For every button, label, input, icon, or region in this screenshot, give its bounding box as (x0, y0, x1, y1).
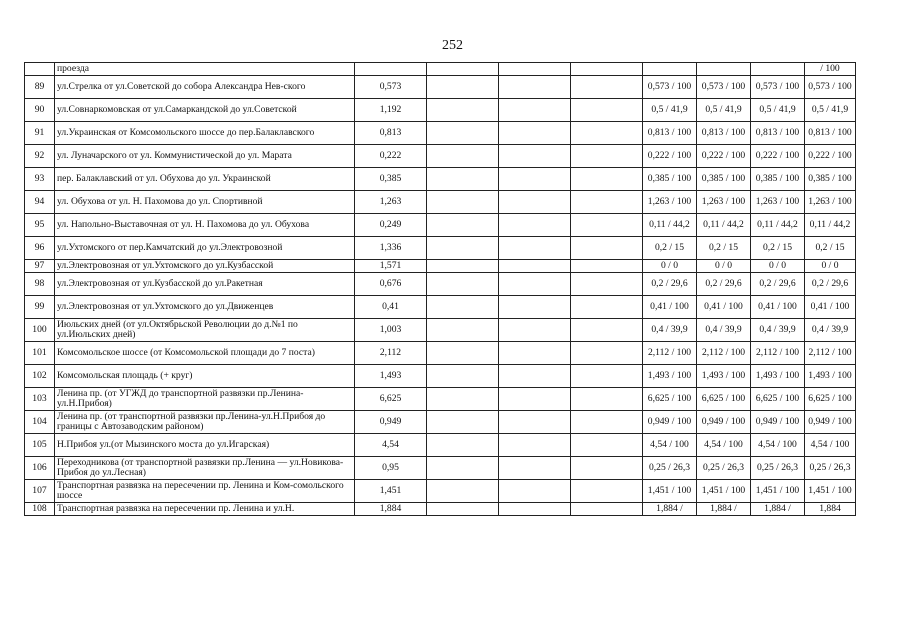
value-cell-2: 0,2 / 15 (697, 237, 751, 260)
road-name-cell: Н.Прибоя ул.(от Мызинского моста до ул.Игарская) (55, 434, 355, 457)
empty-cell (427, 63, 499, 76)
value-cell-1: 0,41 / 100 (643, 296, 697, 319)
value-cell-1: 0,5 / 41,9 (643, 99, 697, 122)
empty-cell (571, 411, 643, 434)
row-number-cell: 103 (25, 388, 55, 411)
value-cell-3: 0,573 / 100 (751, 76, 805, 99)
empty-cell (571, 457, 643, 480)
empty-cell (697, 63, 751, 76)
empty-cell (427, 122, 499, 145)
value-cell-4: 4,54 / 100 (805, 434, 856, 457)
value-cell-1: 0,385 / 100 (643, 168, 697, 191)
road-name-cell: Переходникова (от транспортной развязки пр.Ленина — ул.Новикова-Прибоя до ул.Лесная) (55, 457, 355, 480)
table-body (25, 63, 856, 516)
road-name-cell: пер. Балаклавский от ул. Обухова до ул. Украинской (55, 168, 355, 191)
empty-cell (499, 63, 571, 76)
value-cell-1: 1,884 / (643, 503, 697, 516)
value-cell-3: 0,4 / 39,9 (751, 319, 805, 342)
value-cell-1: 2,112 / 100 (643, 342, 697, 365)
value-cell-2: 0,949 / 100 (697, 411, 751, 434)
row-number-cell: 107 (25, 480, 55, 503)
value-cell-2: 0 / 0 (697, 260, 751, 273)
length-cell: 0,222 (355, 145, 427, 168)
table-row (25, 434, 856, 457)
empty-cell (427, 319, 499, 342)
table-row (25, 260, 856, 273)
empty-cell (499, 76, 571, 99)
empty-cell (499, 411, 571, 434)
empty-cell (499, 319, 571, 342)
value-cell-3: 0,2 / 15 (751, 237, 805, 260)
empty-cell (499, 260, 571, 273)
length-cell: 0,949 (355, 411, 427, 434)
empty-cell (499, 503, 571, 516)
table-row (25, 365, 856, 388)
empty-cell (499, 342, 571, 365)
value-cell-3: 0,2 / 29,6 (751, 273, 805, 296)
empty-cell (499, 365, 571, 388)
table-row (25, 122, 856, 145)
empty-cell (499, 99, 571, 122)
empty-cell (571, 191, 643, 214)
empty-cell (571, 273, 643, 296)
value-cell-2: 1,451 / 100 (697, 480, 751, 503)
empty-cell (427, 99, 499, 122)
row-number-cell: 102 (25, 365, 55, 388)
empty-cell (499, 122, 571, 145)
table-row (25, 237, 856, 260)
road-name-cell: проезда (55, 63, 355, 76)
empty-cell (427, 480, 499, 503)
value-cell-2: 0,222 / 100 (697, 145, 751, 168)
road-name-cell: Комсомольская площадь (+ круг) (55, 365, 355, 388)
value-cell-1: 1,263 / 100 (643, 191, 697, 214)
value-cell-1: 1,451 / 100 (643, 480, 697, 503)
row-number-cell: 97 (25, 260, 55, 273)
length-cell: 6,625 (355, 388, 427, 411)
value-cell-2: 0,4 / 39,9 (697, 319, 751, 342)
empty-cell (427, 260, 499, 273)
empty-cell (499, 388, 571, 411)
road-name-cell: ул. Напольно-Выставочная от ул. Н. Пахомова до ул. Обухова (55, 214, 355, 237)
row-number-cell: 93 (25, 168, 55, 191)
empty-cell (427, 503, 499, 516)
empty-cell (571, 145, 643, 168)
length-cell: 0,95 (355, 457, 427, 480)
empty-cell (571, 388, 643, 411)
value-cell-4: 0,222 / 100 (805, 145, 856, 168)
table-row (25, 168, 856, 191)
length-cell: 0,573 (355, 76, 427, 99)
table-row (25, 457, 856, 480)
length-cell: 0,249 (355, 214, 427, 237)
table-row (25, 411, 856, 434)
empty-cell (571, 99, 643, 122)
empty-cell (427, 342, 499, 365)
value-cell-1: 0,4 / 39,9 (643, 319, 697, 342)
value-cell-4: 0,949 / 100 (805, 411, 856, 434)
length-cell: 1,571 (355, 260, 427, 273)
empty-cell (571, 365, 643, 388)
empty-cell (751, 63, 805, 76)
length-cell: 1,003 (355, 319, 427, 342)
empty-cell (427, 434, 499, 457)
empty-cell (571, 434, 643, 457)
road-name-cell: Ленина пр. (от УГЖД до транспортной развязки пр.Ленина-ул.Н.Прибоя) (55, 388, 355, 411)
empty-cell (427, 191, 499, 214)
empty-cell (427, 145, 499, 168)
value-cell-1: 0,11 / 44,2 (643, 214, 697, 237)
row-number-cell: 89 (25, 76, 55, 99)
road-name-cell: Транспортная развязка на пересечении пр. Ленина и Ком-сомольского шоссе (55, 480, 355, 503)
value-cell-3: 1,493 / 100 (751, 365, 805, 388)
length-cell: 1,884 (355, 503, 427, 516)
value-cell-3: 0 / 0 (751, 260, 805, 273)
road-name-cell: ул.Электровозная от ул.Кузбасской до ул.Ракетная (55, 273, 355, 296)
value-cell-1: 0 / 0 (643, 260, 697, 273)
value-cell-2: 0,25 / 26,3 (697, 457, 751, 480)
row-number-cell: 98 (25, 273, 55, 296)
length-cell: 1,192 (355, 99, 427, 122)
empty-cell (571, 319, 643, 342)
table-row (25, 342, 856, 365)
empty-cell (355, 63, 427, 76)
empty-cell (571, 260, 643, 273)
road-name-cell: Транспортная развязка на пересечении пр. Ленина и ул.Н. (55, 503, 355, 516)
row-number-cell (25, 63, 55, 76)
table-row (25, 214, 856, 237)
value-cell-3: 0,11 / 44,2 (751, 214, 805, 237)
value-cell-2: 6,625 / 100 (697, 388, 751, 411)
value-cell-3: 2,112 / 100 (751, 342, 805, 365)
length-cell: 1,493 (355, 365, 427, 388)
value-cell-4: 6,625 / 100 (805, 388, 856, 411)
empty-cell (427, 273, 499, 296)
length-cell: 0,813 (355, 122, 427, 145)
road-name-cell: ул. Луначарского от ул. Коммунистической до ул. Марата (55, 145, 355, 168)
value-cell-3: 0,25 / 26,3 (751, 457, 805, 480)
value-cell-4: / 100 (805, 63, 856, 76)
value-cell-3: 4,54 / 100 (751, 434, 805, 457)
length-cell: 4,54 (355, 434, 427, 457)
empty-cell (427, 411, 499, 434)
empty-cell (499, 480, 571, 503)
value-cell-2: 4,54 / 100 (697, 434, 751, 457)
value-cell-1: 0,573 / 100 (643, 76, 697, 99)
value-cell-3: 1,884 / (751, 503, 805, 516)
row-number-cell: 104 (25, 411, 55, 434)
value-cell-4: 0,385 / 100 (805, 168, 856, 191)
value-cell-2: 0,573 / 100 (697, 76, 751, 99)
empty-cell (571, 480, 643, 503)
road-name-cell: ул.Электровозная от ул.Ухтомского до ул.Движенцев (55, 296, 355, 319)
length-cell: 0,385 (355, 168, 427, 191)
value-cell-3: 0,5 / 41,9 (751, 99, 805, 122)
value-cell-2: 1,884 / (697, 503, 751, 516)
table-row (25, 480, 856, 503)
empty-cell (427, 76, 499, 99)
value-cell-1: 0,949 / 100 (643, 411, 697, 434)
value-cell-4: 1,263 / 100 (805, 191, 856, 214)
row-number-cell: 99 (25, 296, 55, 319)
row-number-cell: 96 (25, 237, 55, 260)
value-cell-4: 0,41 / 100 (805, 296, 856, 319)
empty-cell (499, 237, 571, 260)
empty-cell (427, 457, 499, 480)
road-name-cell: ул. Обухова от ул. Н. Пахомова до ул. Спортивной (55, 191, 355, 214)
value-cell-2: 1,263 / 100 (697, 191, 751, 214)
row-number-cell: 108 (25, 503, 55, 516)
value-cell-4: 0,2 / 15 (805, 237, 856, 260)
value-cell-4: 0 / 0 (805, 260, 856, 273)
empty-cell (427, 168, 499, 191)
row-number-cell: 91 (25, 122, 55, 145)
row-number-cell: 95 (25, 214, 55, 237)
value-cell-4: 1,884 (805, 503, 856, 516)
row-number-cell: 100 (25, 319, 55, 342)
table-row (25, 76, 856, 99)
value-cell-3: 0,222 / 100 (751, 145, 805, 168)
value-cell-2: 1,493 / 100 (697, 365, 751, 388)
value-cell-3: 0,41 / 100 (751, 296, 805, 319)
value-cell-2: 0,385 / 100 (697, 168, 751, 191)
empty-cell (571, 63, 643, 76)
row-number-cell: 101 (25, 342, 55, 365)
value-cell-2: 0,41 / 100 (697, 296, 751, 319)
road-name-cell: ул.Украинская от Комсомольского шоссе до пер.Балаклавского (55, 122, 355, 145)
value-cell-2: 2,112 / 100 (697, 342, 751, 365)
value-cell-4: 0,11 / 44,2 (805, 214, 856, 237)
row-number-cell: 106 (25, 457, 55, 480)
value-cell-3: 0,813 / 100 (751, 122, 805, 145)
empty-cell (499, 296, 571, 319)
empty-cell (427, 388, 499, 411)
road-name-cell: Июльских дней (от ул.Октябрьской Революции до д.№1 по ул.Июльских дней) (55, 319, 355, 342)
empty-cell (571, 237, 643, 260)
empty-cell (499, 273, 571, 296)
value-cell-3: 0,949 / 100 (751, 411, 805, 434)
empty-cell (571, 214, 643, 237)
value-cell-3: 6,625 / 100 (751, 388, 805, 411)
value-cell-2: 0,11 / 44,2 (697, 214, 751, 237)
page-number: 252 (442, 38, 463, 53)
empty-cell (499, 434, 571, 457)
empty-cell (571, 168, 643, 191)
value-cell-1: 0,25 / 26,3 (643, 457, 697, 480)
length-cell: 2,112 (355, 342, 427, 365)
row-number-cell: 94 (25, 191, 55, 214)
value-cell-4: 0,5 / 41,9 (805, 99, 856, 122)
table-row (25, 296, 856, 319)
road-name-cell: Ленина пр. (от транспортной развязки пр.Ленина-ул.Н.Прибоя до границы с Автозаводским районом) (55, 411, 355, 434)
length-cell: 1,451 (355, 480, 427, 503)
row-number-cell: 90 (25, 99, 55, 122)
empty-cell (499, 214, 571, 237)
value-cell-1: 1,493 / 100 (643, 365, 697, 388)
empty-cell (427, 237, 499, 260)
empty-cell (571, 122, 643, 145)
value-cell-2: 0,5 / 41,9 (697, 99, 751, 122)
length-cell: 0,676 (355, 273, 427, 296)
row-number-cell: 92 (25, 145, 55, 168)
value-cell-1: 0,2 / 15 (643, 237, 697, 260)
value-cell-4: 1,493 / 100 (805, 365, 856, 388)
value-cell-3: 0,385 / 100 (751, 168, 805, 191)
empty-cell (571, 503, 643, 516)
row-number-cell: 105 (25, 434, 55, 457)
empty-cell (499, 457, 571, 480)
value-cell-4: 0,4 / 39,9 (805, 319, 856, 342)
road-name-cell: ул.Стрелка от ул.Советской до собора Александра Нев-ского (55, 76, 355, 99)
table-row (25, 503, 856, 516)
value-cell-4: 1,451 / 100 (805, 480, 856, 503)
length-cell: 1,336 (355, 237, 427, 260)
table-row (25, 99, 856, 122)
empty-cell (427, 296, 499, 319)
value-cell-3: 1,263 / 100 (751, 191, 805, 214)
value-cell-1: 0,222 / 100 (643, 145, 697, 168)
value-cell-2: 0,813 / 100 (697, 122, 751, 145)
table-row (25, 273, 856, 296)
empty-cell (499, 191, 571, 214)
value-cell-1: 4,54 / 100 (643, 434, 697, 457)
table-row (25, 191, 856, 214)
table-row (25, 145, 856, 168)
table-row-continuation (25, 63, 856, 76)
roads-table (24, 62, 856, 516)
length-cell: 0,41 (355, 296, 427, 319)
empty-cell (427, 214, 499, 237)
empty-cell (499, 168, 571, 191)
value-cell-1: 0,2 / 29,6 (643, 273, 697, 296)
empty-cell (643, 63, 697, 76)
value-cell-2: 0,2 / 29,6 (697, 273, 751, 296)
value-cell-4: 0,813 / 100 (805, 122, 856, 145)
value-cell-4: 0,573 / 100 (805, 76, 856, 99)
empty-cell (499, 145, 571, 168)
value-cell-3: 1,451 / 100 (751, 480, 805, 503)
empty-cell (571, 296, 643, 319)
road-name-cell: ул.Электровозная от ул.Ухтомского до ул.Кузбасской (55, 260, 355, 273)
empty-cell (427, 365, 499, 388)
table-row (25, 388, 856, 411)
value-cell-1: 0,813 / 100 (643, 122, 697, 145)
value-cell-4: 0,25 / 26,3 (805, 457, 856, 480)
table-row (25, 319, 856, 342)
value-cell-4: 0,2 / 29,6 (805, 273, 856, 296)
empty-cell (571, 342, 643, 365)
value-cell-1: 6,625 / 100 (643, 388, 697, 411)
road-name-cell: ул.Ухтомского от пер.Камчатский до ул.Электровозной (55, 237, 355, 260)
road-name-cell: Комсомольское шоссе (от Комсомольской площади до 7 поста) (55, 342, 355, 365)
value-cell-4: 2,112 / 100 (805, 342, 856, 365)
length-cell: 1,263 (355, 191, 427, 214)
empty-cell (571, 76, 643, 99)
road-name-cell: ул.Совнаркомовская от ул.Самаркандской до ул.Советской (55, 99, 355, 122)
